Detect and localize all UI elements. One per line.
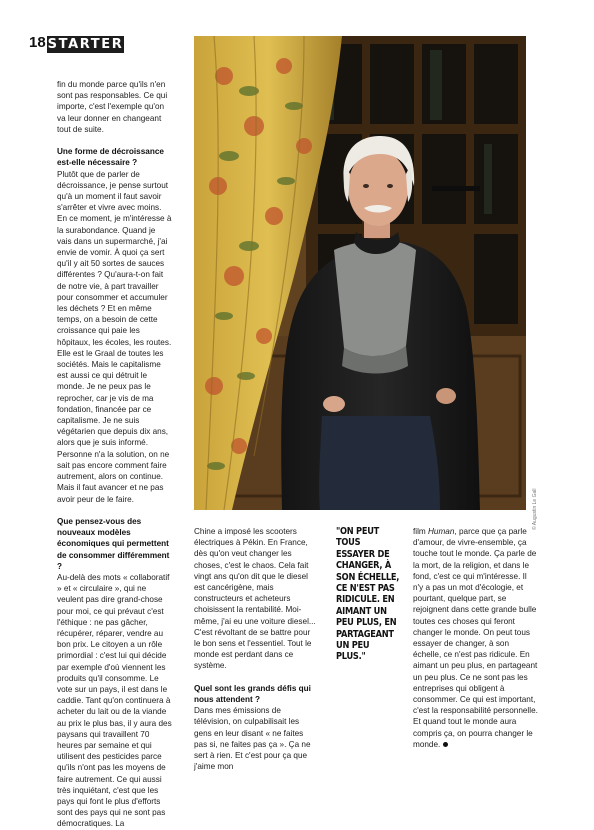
- paragraph: film Human, parce que ça parle d'amour, de vivre-ensemble, ça touche tout le monde. Ça parle de la mort, de la religion, et dans le fond, c'est ce qui m'intéresse. Il n'y a pas un mot d'écologie, et pourtant, quelque part, se rejoignent dans cette grande bulle toutes ces choses qui feront changer le monde. On peut tous essayer de changer, à son échelle, ce n'est pas ridicule. En aimant un peu plus, en partageant un peu plus. Ce ne sont pas les entreprises qui obligent à consommer. Ce qui est important, c'est la responsabilité personnelle. Et quand tout le monde aura compris ça, on pourra changer le monde.: [413, 527, 538, 749]
- pull-quote-text: "ON PEUT TOUS ESSAYER DE CHANGER, À SON ÉCHELLE, CE N'EST PAS RIDICULE. EN AIMANT UN PEU PLUS, EN PARTAGEANT UN PEU PLUS.": [336, 526, 400, 663]
- end-of-article-mark: [443, 742, 448, 747]
- paragraph: Chine a imposé les scooters électriques à Pékin. En France, dès qu'on veut changer les choses, c'est le chaos. Cela fait vingt ans qu'on dit que le diesel est cancérigène, mais constructeurs et acheteurs choisissent la rentabilité. Moi-même, j'ai eu une voiture diesel... C'est révoltant de se battre pour le bon sens et l'essentiel. Tout le monde est perdant dans ce système.: [194, 527, 316, 671]
- text-column-1: [57, 79, 172, 830]
- interview-question: Une forme de décroissance est-elle nécessaire ?: [57, 147, 164, 168]
- paragraph: Au-delà des mots « collaboratif » et « circulaire », qui ne veulent pas dire grand-chose pour moi, ce qui prévaut c'est l'éthique : ne pas gâcher, récupérer, réparer, vendre au bon prix. Le citoyen a un rôle primordial : c'est lui qui décide par exemple d'où viennent les produits qu'il consomme. Le vote sur un pays, il est dans le caddie. Tant qu'on continuera à acheter du lait ou de la viande au prix le plus bas, il y aura des paysans qui travaillent 70 heures par semaine et qui utilisent des pesticides parce qu'ils n'ont pas les moyens de faire autrement. Ce qui aussi très inquiétant, c'est que les pays qui font le plus d'efforts sont des pays qui ne sont pas démocratiques. La: [57, 572, 172, 829]
- paragraph: Dans mes émissions de télévision, on culpabilisait les gens en leur disant « ne faites pas si, ne faites pas ça ». Ça ne sert à rien. Et c'est pour ça que j'aime mon: [194, 706, 311, 772]
- section-label: STARTER: [47, 37, 124, 52]
- photo-credit: © Augustin Le Gall: [532, 488, 538, 530]
- page-number: 18: [29, 34, 46, 51]
- paragraph: Plutôt que de parler de décroissance, je pense surtout qu'à un moment il faut savoir s'arrêter et vivre avec moins. En ce moment, je m'intéresse à la surabondance. Quand je vais dans un supermarché, j'ai envie de vomir. À quoi ça sert qu'il y ait 50 sortes de sauces différentes ? Qu'aura-t-on fait de notre vie, à part travailler pour consommer et accumuler les déchets ? Et en même temps, on a besoin de cette croissance qui paie les hôpitaux, les écoles, les routes. Elle est le Graal de toutes les sociétés. Mais le capitalisme est aussi ce qui détruit le monde. Je ne peux pas le reprocher, car je vis de ma fondation, financée par ce capitalisme. Je ne suis végétarien que depuis dix ans, alors que je suis informé. Personne n'a la solution, on ne sait pas encore comment faire autrement, alors on continue. Mais il faut avancer et ne pas avoir peur de le faire.: [57, 169, 172, 504]
- text-column-4: [413, 526, 538, 750]
- portrait-photo: [194, 36, 526, 510]
- paragraph: fin du monde parce qu'ils n'en sont pas responsables. Ce qui importe, c'est l'exemple qu'on va leur donner en changeant tout de suite.: [57, 80, 168, 134]
- film-title: Human: [428, 527, 455, 536]
- pull-quote: [331, 522, 409, 662]
- interview-question: Que pensez-vous des nouveaux modèles économiques qui permettent de consommer différemment ?: [57, 516, 170, 571]
- interview-question: Quel sont les grands défis qui nous attendent ?: [194, 683, 311, 705]
- text-column-2: [194, 526, 318, 772]
